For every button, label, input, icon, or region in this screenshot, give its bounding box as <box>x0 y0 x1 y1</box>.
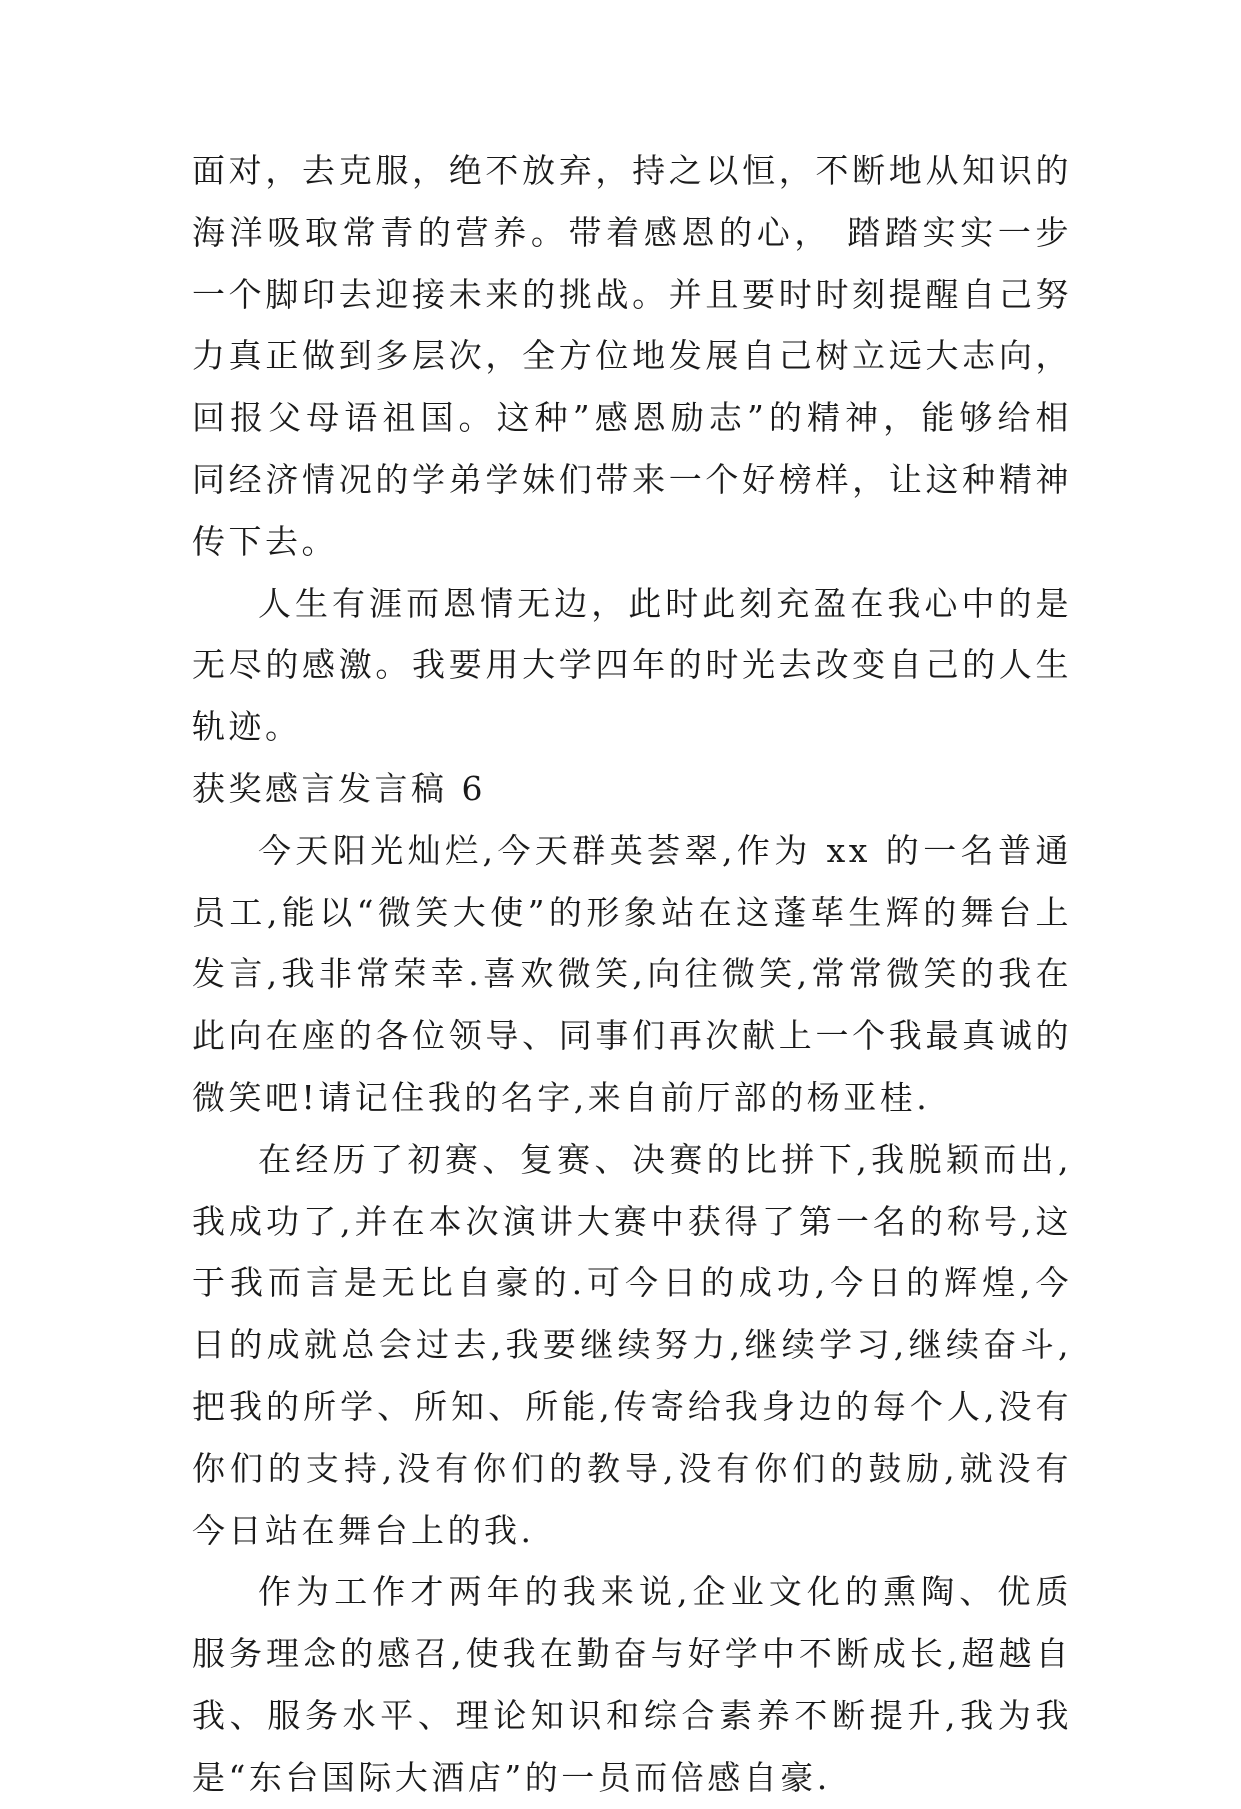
section-heading: 获奖感言发言稿 6 <box>192 768 486 808</box>
continuation-paragraph: 面对，去克服，绝不放弃，持之以恒，不断地从知识的海洋吸取常青的营养。带着感恩的心， 踏踏实实一步一个脚印去迎接未来的挑战。并且要时时刻提醒自己努力真正做到多层次，全方位地发展自己树立远大志向，回报父母语祖国。这种”感恩励志”的精神，能够给相同经济情况的学弟学妹们带来一个好榜样，让这种精神传下去。 <box>192 151 1072 561</box>
paragraph-work-experience: 作为工作才两年的我来说,企业文化的熏陶、优质服务理念的感召,使我在勤奋与好学中不断成长,超越自我、服务水平、理论知识和综合素养不断提升,我为我是“东台国际大酒店”的一员而倍感自豪. <box>192 1572 1072 1797</box>
paragraph-competition: 在经历了初赛、复赛、决赛的比拼下,我脱颖而出,我成功了,并在本次演讲大赛中获得了第一名的称号,这于我而言是无比自豪的.可今日的成功,今日的辉煌,今日的成就总会过去,我要继续努力,继续学习,继续奋斗,把我的所学、所知、所能,传寄给我身边的每个人,没有你们的支持,没有你们的教导,没有你们的鼓励,就没有今日站在舞台上的我. <box>192 1139 1072 1550</box>
paragraph-smile-ambassador: 今天阳光灿烂,今天群英荟翠,作为 xx 的一名普通员工,能以“微笑大使”的形象站在这蓬荜生辉的舞台上发言,我非常荣幸.喜欢微笑,向往微笑,常常微笑的我在此向在座的各位领导、同事们再次献上一个我最真诚的微笑吧!请记住我的名字,来自前厅部的杨亚桂. <box>192 830 1072 1117</box>
paragraph-gratitude: 人生有涯而恩情无边，此时此刻充盈在我心中的是无尽的感激。我要用大学四年的时光去改变自己的人生轨迹。 <box>192 583 1072 747</box>
document-body <box>192 140 1072 1809</box>
